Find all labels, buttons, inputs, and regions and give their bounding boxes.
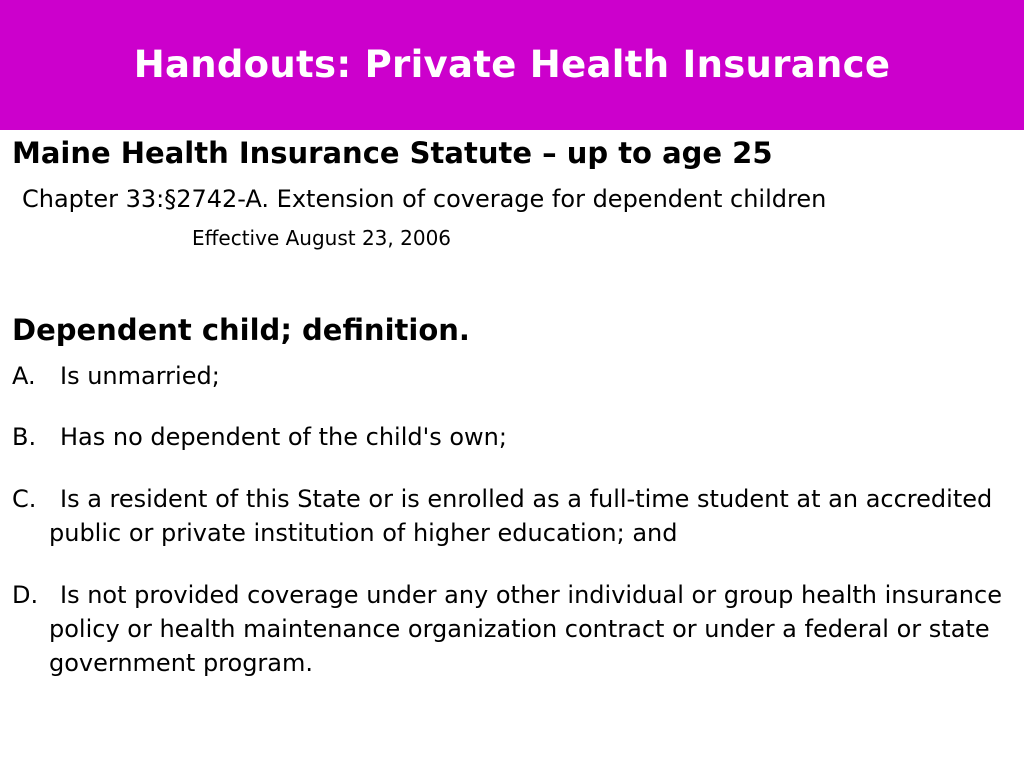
definition-item-c	[12, 482, 1024, 550]
item-marker: D.	[12, 581, 39, 609]
definition-item-d	[12, 578, 1024, 680]
statute-effective-date: Effective August 23, 2006	[192, 226, 452, 250]
definition-item-b	[12, 420, 1024, 454]
item-text: Is a resident of this State or is enrolled as a full-time student at an accredited public or private institution of higher education; and	[49, 485, 993, 547]
item-text: Has no dependent of the child's own;	[60, 423, 507, 451]
definition-heading: Dependent child; definition.	[12, 313, 470, 347]
statute-chapter: Chapter 33:§2742-A. Extension of coverage for dependent children	[22, 185, 827, 213]
item-marker: A.	[12, 362, 36, 390]
item-text: Is not provided coverage under any other individual or group health insurance policy or health maintenance organization contract or under a federal or state government program.	[49, 581, 1002, 677]
item-text: Is unmarried;	[60, 362, 220, 390]
slide-title: Handouts: Private Health Insurance	[133, 42, 891, 86]
title-bar	[0, 0, 1024, 130]
definition-item-a	[12, 359, 1024, 393]
statute-heading: Maine Health Insurance Statute – up to age 25	[12, 136, 773, 170]
item-marker: C.	[12, 485, 37, 513]
item-marker: B.	[12, 423, 37, 451]
